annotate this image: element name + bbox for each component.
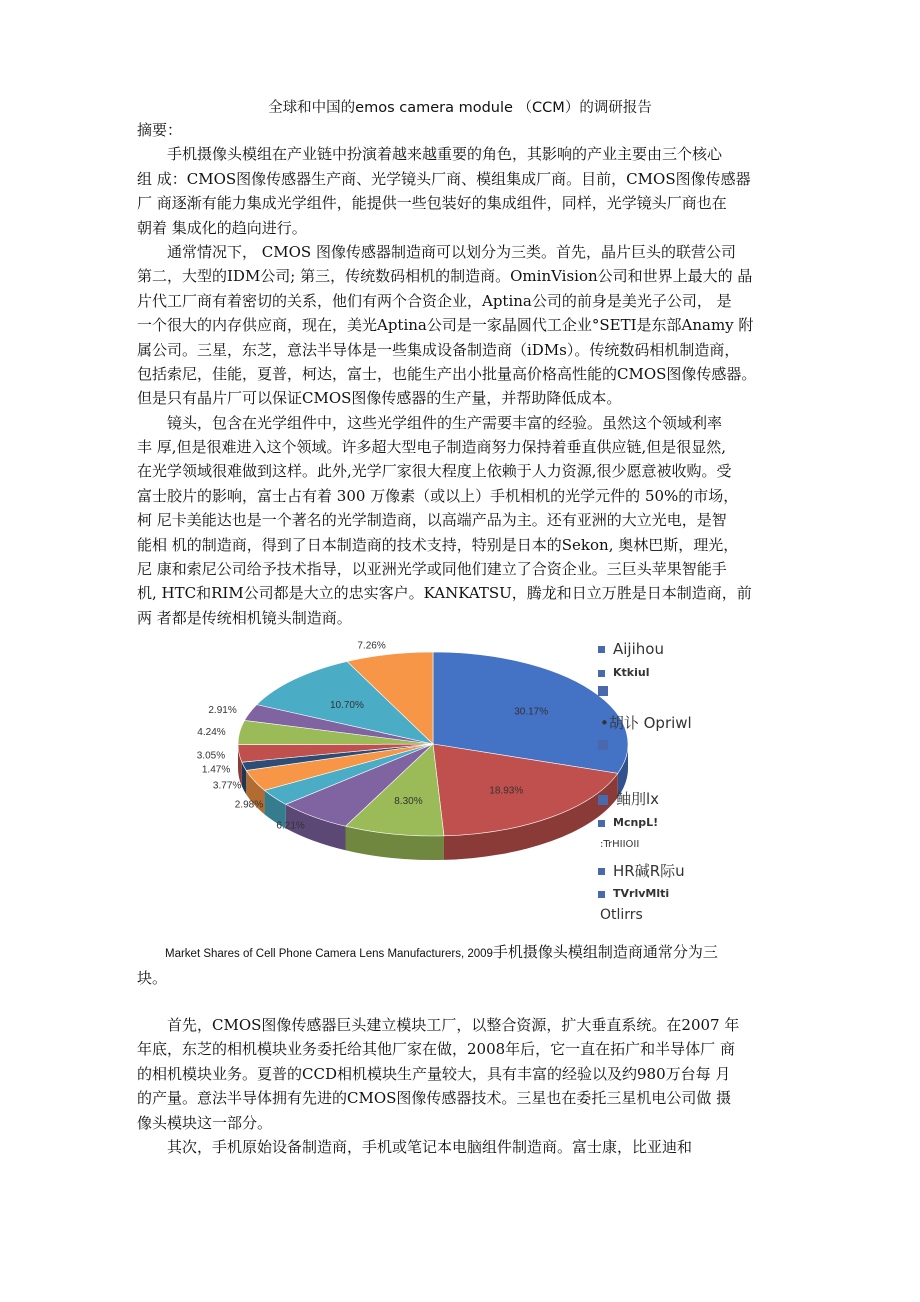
legend-label: Ktkiul: [613, 666, 650, 679]
legend-swatch: [598, 670, 605, 677]
paragraph-line: 机, HTC和RIM公司都是大立的忠实客户。KANKATSU，腾龙和日立万胜是日本制造商，前: [137, 584, 752, 603]
paragraph-line: 片代工厂商有着密切的关系，他们有两个合资企业，Aptina公司的前身是美光子公司， 是: [137, 291, 732, 310]
legend-swatch: [598, 820, 605, 827]
legend-swatch: [598, 686, 608, 696]
paragraph-line: 厂 商逐渐有能力集成光学组件，能提供一些包装好的集成组件，同样，光学镜头厂商也在: [137, 194, 727, 213]
paragraph-line: 能相 机的制造商，得到了日本制造商的技术支持，特别是日本的Sekon, 奥林巴斯，理光，: [137, 535, 739, 554]
legend-swatch: [598, 868, 605, 875]
legend-entry: [598, 816, 658, 829]
paragraph-line: 丰 厚,但是很难进入这个领域。许多超大型电子制造商努力保持着垂直供应链,但是很显然,: [137, 438, 727, 457]
legend-swatch: [598, 891, 605, 898]
paragraph-line: 富士胶片的影响，富士占有着 300 万像素（或以上）手机相机的光学元件的 50%的市场，: [137, 486, 739, 505]
paragraph-line: 的相机模块业务。夏普的CCD相机模块生产量较大，具有丰富的经验以及约980万台每 月: [137, 1064, 731, 1083]
pie-slice-label: 30.17%: [514, 706, 549, 718]
paragraph-line: 第二，大型的IDM公司; 第三，传统数码相机的制造商。OminVision公司和世界上最大的 晶: [137, 267, 753, 286]
legend-entry: [600, 839, 639, 850]
caption-chinese-end: 块。: [137, 969, 168, 987]
paragraph-line: 柯 尼卡美能达也是一个著名的光学制造商，以高端产品为主。还有亚洲的大立光电，是智: [137, 511, 727, 530]
body-section-2: [137, 1013, 797, 1159]
paragraph-line: 一个很大的内存供应商，现在，美光Aptina公司是一家晶圆代工企业°SETI是东部Anamy 附: [137, 316, 754, 335]
paragraph-line: 属公司。三星，东芝，意法半导体是一些集成设备制造商（iDMs）。传统数码相机制造商，: [137, 340, 740, 359]
paragraph-line: 其次，手机原始设备制造商，手机或笔记本电脑组件制造商。富士康，比亚迪和: [137, 1137, 693, 1156]
legend-entry: [600, 907, 643, 923]
paragraph-line: 首先，CMOS图像传感器巨头建立模块工厂，以整合资源，扩大垂直系统。在2007 年: [137, 1016, 740, 1034]
legend-label: :TrHIIOII: [600, 839, 640, 850]
caption-english: Market Shares of Cell Phone Camera Lens Manufacturers, 2009: [165, 948, 493, 960]
pie-slice-label: 10.70%: [329, 699, 364, 711]
paragraph-line: 镜头，包含在光学组件中，这些光学组件的生产需要丰富的经验。虽然这个领域利率: [137, 413, 723, 432]
legend-label: 鲉刖lx: [616, 790, 660, 808]
legend-entry: [598, 684, 616, 697]
pie-slice-label: 3.77%: [212, 780, 242, 792]
legend-label: HR碱R际u: [613, 862, 685, 880]
pie-slice-label: 2.98%: [234, 799, 264, 811]
pie-slice-label: 4.24%: [197, 727, 226, 739]
page-title: 全球和中国的emos camera module （CCM）的调研报告: [268, 100, 652, 116]
paragraph-line: 朝着 集成化的趋向进行。: [137, 218, 307, 237]
legend-entry: [598, 640, 664, 658]
legend-label: Aijihou: [613, 640, 664, 658]
pie-slice-label: 7.26%: [357, 640, 386, 652]
pie-slice-label: 8.30%: [394, 795, 423, 807]
caption-chinese: 手机摄像头模组制造商通常分为三: [492, 943, 718, 961]
paragraph-line: 通常情况下， CMOS 图像传感器制造商可以划分为三类。首先，晶片巨头的联营公司: [137, 242, 736, 261]
paragraph-line: 手机摄像头模组在产业链中扮演着越来越重要的角色，其影响的产业主要由三个核心: [137, 145, 723, 164]
legend-entry: [598, 788, 659, 809]
legend-entry: [598, 738, 616, 751]
legend-label: TVrlvMlti: [613, 887, 670, 900]
paragraph-line: 年底，东芝的相机模块业务委托给其他厂家在做，2008年后，它一直在拓广和半导体厂 商: [137, 1040, 735, 1059]
pie-slice-label: 6.21%: [276, 820, 305, 832]
legend-swatch: [598, 740, 608, 750]
paragraph-line: 在光学领域很难做到这样。此外,光学厂家很大程度上依赖于人力资源,很少愿意被收购。受: [137, 462, 732, 481]
body-section-1: [137, 118, 797, 630]
pie-slice-label: 1.47%: [201, 764, 231, 776]
legend-label: •胡讣 Opriwl: [600, 714, 692, 732]
paragraph-line: 包括索尼，佳能，夏普，柯达，富士，也能生产出小批量高价格高性能的CMOS图像传感器。: [137, 364, 757, 383]
legend-label: McnpL!: [613, 816, 659, 829]
paragraph-line: 但是只有晶片厂可以保证CMOS图像传感器的生产量，并帮助降低成本。: [137, 389, 622, 408]
paragraph-line: 的产量。意法半导体拥有先进的CMOS图像传感器技术。三星也在委托三星机电公司做 摄: [137, 1089, 732, 1108]
paragraph-line: 摘要：: [137, 121, 183, 139]
legend-entry: [600, 712, 692, 733]
pie-slice-label: 2.91%: [208, 704, 237, 716]
market-share-pie-chart: [168, 636, 628, 876]
legend-label: Otlirrs: [600, 907, 643, 923]
pie-slice-label: 18.93%: [489, 785, 524, 797]
chart-caption: [137, 940, 787, 990]
legend-entry: [598, 887, 669, 900]
paragraph-line: 像头模块这一部分。: [137, 1113, 273, 1132]
legend-entry: [598, 666, 649, 679]
legend-swatch: [598, 646, 605, 653]
paragraph-line: 两 者都是传统相机镜头制造商。: [137, 608, 352, 627]
legend-swatch: [598, 795, 608, 805]
paragraph-line: 组 成：CMOS图像传感器生产商、光学镜头厂商、模组集成厂商。目前，CMOS图像传感器: [137, 169, 751, 188]
paragraph-line: 尼 康和索尼公司给予技术指导，以亚洲光学或同他们建立了合资企业。三巨头苹果智能手: [137, 560, 727, 579]
legend-entry: [598, 860, 685, 881]
pie-slice-label: 3.05%: [196, 750, 226, 762]
